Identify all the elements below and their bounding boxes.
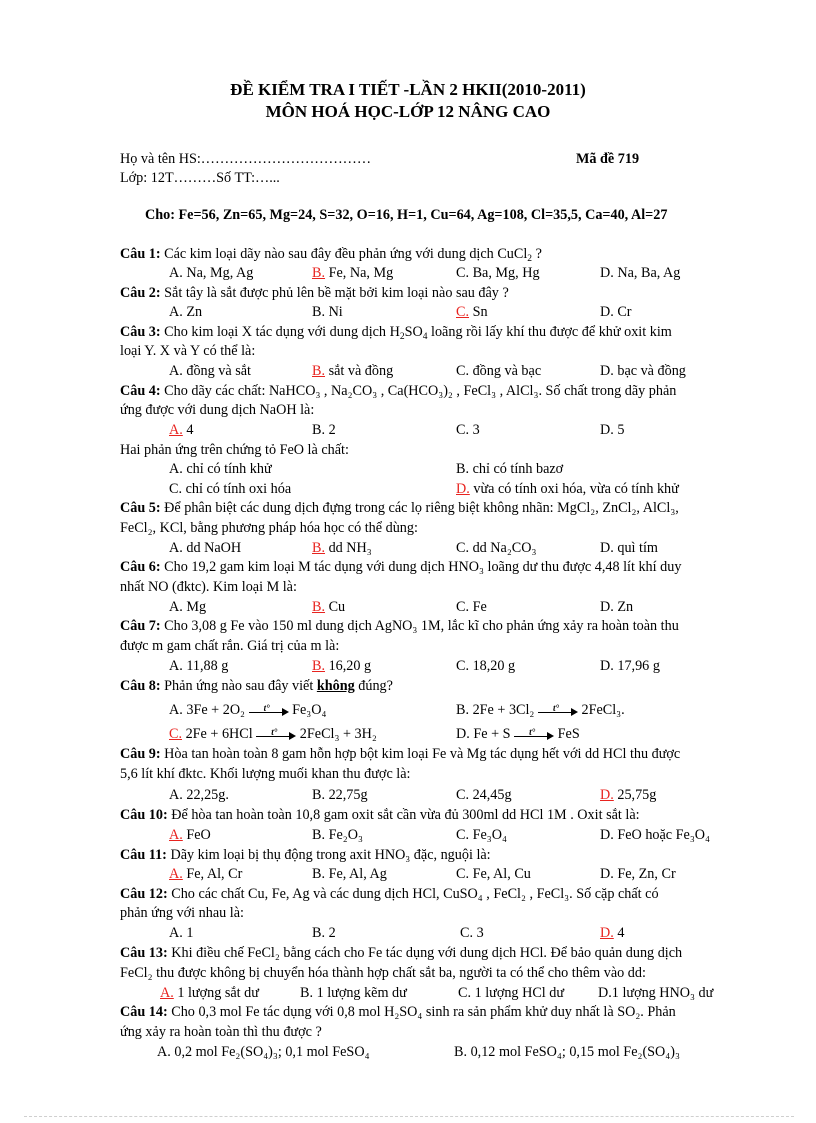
- option-a: A. 4: [169, 422, 194, 438]
- option-c: C. 18,20 g: [456, 658, 516, 674]
- option-d: D. 4: [600, 925, 625, 941]
- option-c: C. chỉ có tính oxi hóa: [169, 481, 292, 497]
- option-b: B. Cu: [312, 599, 346, 615]
- option-d: D. FeO hoặc Fe₃O₄: [600, 827, 710, 843]
- option-a: A. 1 lượng sắt dư: [160, 985, 259, 1001]
- reaction-arrow-icon: t°: [514, 728, 554, 742]
- extra-question: Hai phản ứng trên chứng tỏ FeO là chất:: [120, 442, 349, 458]
- question-3: Câu 3: Cho kim loại X tác dụng với dung dịch $H_2SO_4$ loãng rồi lấy khí thu được để khử oxit kim: [120, 324, 672, 342]
- option-b: B. 16,20 g: [312, 658, 372, 674]
- question-14-line-2: ứng xảy ra hoàn toàn thì thu được ?: [120, 1024, 322, 1040]
- question-12-line-2: phản ứng với nhau là:: [120, 905, 244, 921]
- option-c: C. Sn: [456, 304, 488, 320]
- question-13-line-2: FeCl₂ thu được không bị chuyển hóa thành hợp chất sắt ba, người ta có thể cho thêm vào dd:: [120, 965, 646, 981]
- option-c: C. 1 lượng HCl dư: [458, 985, 565, 1001]
- option-a: A. Zn: [169, 304, 203, 320]
- option-a: A. 1: [169, 925, 194, 941]
- option-b: B. Fe₂O₃: [312, 827, 363, 843]
- question-1: Câu 1: Các kim loại dãy nào sau đây đều phản ứng với dung dịch CuCl$_2$ ?: [120, 246, 542, 264]
- question-7-line-2: được m gam chất rắn. Giá trị của m là:: [120, 638, 340, 654]
- option-c: C. 2Fe + 6HCl t° 2FeCl₃ + 3H₂: [169, 726, 377, 742]
- reaction-arrow-icon: t°: [256, 728, 296, 742]
- option-d: D. Zn: [600, 599, 634, 615]
- option-d: D. vừa có tính oxi hóa, vừa có tính khử: [456, 481, 679, 497]
- option-b: B. chỉ có tính bazơ: [456, 461, 564, 477]
- question-4: Câu 4: Cho dãy các chất: NaHCO₃ , Na₂CO₃ , Ca(HCO₃)₂ , FeCl₃ , AlCl₃. Số chất trong dãy phản: [120, 383, 677, 399]
- option-d: D. Fe, Zn, Cr: [600, 866, 676, 882]
- option-d: D. Cr: [600, 304, 632, 320]
- option-a: A. 22,25g.: [169, 787, 229, 803]
- class-field: Lớp: 12T………Số TT:…...: [120, 170, 280, 186]
- option-d: D. Fe + S t° FeS: [456, 726, 580, 742]
- option-c: C. Fe: [456, 599, 487, 615]
- reaction-arrow-icon: t°: [249, 704, 289, 718]
- question-5-line-2: FeCl₂, KCl, bằng phương pháp hóa học có thể dùng:: [120, 520, 418, 536]
- question-11: Câu 11: Dãy kim loại bị thụ động trong axit HNO₃ đặc, nguội là:: [120, 847, 491, 863]
- option-a: A. dd NaOH: [169, 540, 242, 556]
- exam-subtitle: MÔN HOÁ HỌC-LỚP 12 NÂNG CAO: [265, 102, 551, 121]
- option-b: B. 2Fe + 3Cl₂ t° 2FeCl₃.: [456, 702, 625, 718]
- option-b: B. Fe, Na, Mg: [312, 265, 394, 281]
- option-c: C. dd Na₂CO₃: [456, 540, 537, 556]
- option-d: D. 5: [600, 422, 625, 438]
- option-c: C. Ba, Mg, Hg: [456, 265, 540, 281]
- option-b: B. 1 lượng kẽm dư: [300, 985, 407, 1001]
- option-d: D. 25,75g: [600, 787, 657, 803]
- question-8: Câu 8: Phản ứng nào sau đây viết không đúng?: [120, 678, 393, 694]
- option-b: B. 2: [312, 925, 336, 941]
- option-d: D. Na, Ba, Ag: [600, 265, 681, 281]
- option-a: A. 0,2 mol Fe₂(SO₄)₃; 0,1 mol FeSO₄: [157, 1044, 370, 1060]
- question-9-line-2: 5,6 lít khí đktc. Khối lượng muối khan thu được là:: [120, 766, 411, 782]
- question-6: Câu 6: Cho 19,2 gam kim loại M tác dụng với dung dịch HNO₃ loãng dư thu được 4,48 lít khí duy: [120, 559, 682, 575]
- question-10: Câu 10: Để hòa tan hoàn toàn 10,8 gam oxit sắt cần vừa đủ 300ml dd HCl 1M . Oxit sắt là:: [120, 807, 640, 823]
- option-b: B. 22,75g: [312, 787, 368, 803]
- option-b: B. 0,12 mol FeSO₄; 0,15 mol Fe₂(SO₄)₃: [454, 1044, 680, 1060]
- exam-title: ĐỀ KIỂM TRA I TIẾT -LẦN 2 HKII(2010-2011): [230, 80, 586, 99]
- option-c: C. 3: [456, 422, 480, 438]
- question-2: Câu 2: Sắt tây là sắt được phủ lên bề mặt bởi kim loại nào sau đây ?: [120, 285, 509, 301]
- option-a: A. 11,88 g: [169, 658, 229, 674]
- option-c: C. 24,45g: [456, 787, 512, 803]
- option-a: A. 3Fe + 2O₂ t° Fe₃O₄: [169, 702, 327, 718]
- option-a: A. FeO: [169, 827, 211, 843]
- option-a: A. chỉ có tính khử: [169, 461, 272, 477]
- option-b: B. Fe, Al, Ag: [312, 866, 387, 882]
- atomic-masses: Cho: Fe=56, Zn=65, Mg=24, S=32, O=16, H=1, Cu=64, Ag=108, Cl=35,5, Ca=40, Al=27: [145, 207, 668, 223]
- option-b: B. sắt và đồng: [312, 363, 394, 379]
- option-b: B. Ni: [312, 304, 343, 320]
- option-d: D. quì tím: [600, 540, 658, 556]
- option-a: A. Na, Mg, Ag: [169, 265, 254, 281]
- question-7: Câu 7: Cho 3,08 g Fe vào 150 ml dung dịch AgNO₃ 1M, lắc kĩ cho phản ứng xảy ra hoàn toàn thu: [120, 618, 679, 634]
- question-13: Câu 13: Khi điều chế FeCl₂ bằng cách cho Fe tác dụng với dung dịch HCl. Để bảo quản dung dịch: [120, 945, 683, 961]
- option-c: C. 3: [460, 925, 484, 941]
- option-a: A. Fe, Al, Cr: [169, 866, 243, 882]
- option-b: B. 2: [312, 422, 336, 438]
- page-bottom-divider: [24, 1116, 794, 1117]
- question-9: Câu 9: Hòa tan hoàn toàn 8 gam hỗn hợp bột kim loại Fe và Mg tác dụng hết với dd HCl thu được: [120, 746, 681, 762]
- question-3-line-2: loại Y. X và Y có thể là:: [120, 343, 256, 359]
- student-name-field: Họ và tên HS:………………………………: [120, 151, 372, 167]
- question-5: Câu 5: Để phân biệt các dung dịch đựng trong các lọ riêng biệt không nhãn: MgCl₂, ZnCl₂, AlCl₃,: [120, 500, 679, 516]
- option-d: D. bạc và đồng: [600, 363, 686, 379]
- question-12: Câu 12: Cho các chất Cu, Fe, Ag và các dung dịch HCl, CuSO₄ , FeCl₂ , FeCl₃. Số cặp chất có: [120, 886, 659, 902]
- option-a: A. Mg: [169, 599, 207, 615]
- option-d: D.1 lượng HNO₃ dư: [598, 985, 714, 1001]
- question-4-line-2: ứng được với dung dịch NaOH là:: [120, 402, 315, 418]
- question-14: Câu 14: Cho 0,3 mol Fe tác dụng với 0,8 mol H₂SO₄ sinh ra sản phẩm khử duy nhất là SO₂. Phản: [120, 1004, 676, 1020]
- exam-code: Mã đề 719: [576, 151, 640, 167]
- option-c: C. Fe₃O₄: [456, 827, 507, 843]
- option-b: B. dd NH₃: [312, 540, 372, 556]
- option-a: A. đồng và sắt: [169, 363, 251, 379]
- reaction-arrow-icon: t°: [538, 704, 578, 718]
- option-d: D. 17,96 g: [600, 658, 660, 674]
- option-c: C. đồng và bạc: [456, 363, 542, 379]
- option-c: C. Fe, Al, Cu: [456, 866, 531, 882]
- question-6-line-2: nhất NO (đktc). Kim loại M là:: [120, 579, 297, 595]
